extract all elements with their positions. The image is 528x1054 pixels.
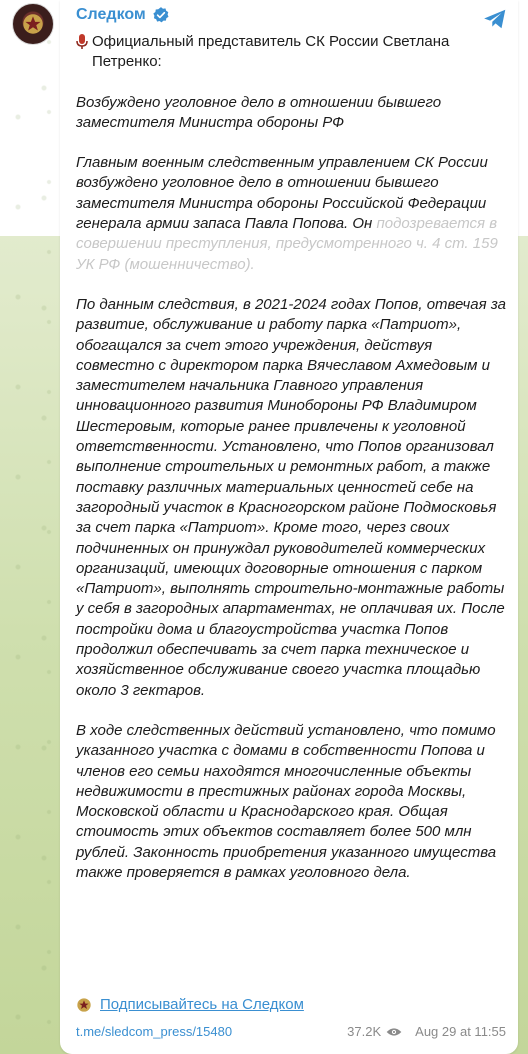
paragraph-2: По данным следствия, в 2021-2024 годах Попов, отвечая за развитие, обслуживание и работу парка «Патриот», обогащался за счет этого учреждения, действуя совместно с директором парка Вячеславом Ахмедовым и заместителем начальника Главного управления инновационного развития Минобороны РФ Владимиром Шестеровым, которые ранее привлечены к уголовной ответственности. Установлено, что Попов организовал выполнение строительных и ремонтных работ, а также поставку различных материальных ценностей себе на загородный участок в Красногорском районе Подмосковья за счет парка «Патриот». Кроме того, через своих подчиненных он принуждал руководителей коммерческих организаций, имеющих договорные отношения с парком «Патриот», выполнять строительно-монтажные работы у себя в загородных апартаментах, не оплачивая их. После постройки дома и благоустройства участка Попов продолжил обеспечивать за счет парка техническое и хозяйственное обслуживание своего участка площадью около 3 гектаров. xyxy=(76,295,506,699)
message-meta xyxy=(347,1024,506,1039)
view-count: 37.2K xyxy=(347,1024,382,1039)
channel-avatar[interactable] xyxy=(12,3,54,45)
paragraph-title: Возбуждено уголовное дело в отношении бывшего заместителя Министра обороны РФ xyxy=(76,93,442,131)
paragraph-1-visible: Главным военным следственным управлением СК России возбуждено уголовное дело в отношении бывшего заместителя Министра обороны Российской Федерации генерала армии запаса Павла Попова. Он xyxy=(76,154,488,233)
subscribe-link[interactable]: Подписывайтесь на Следком xyxy=(100,996,304,1013)
microphone-icon xyxy=(76,34,88,50)
sledcom-emblem-icon xyxy=(20,11,46,37)
paragraph-3: В ходе следственных действий установлено, что помимо указанного участка с домами в собственности Попова и членов его семьи находятся многочисленные объекты недвижимости в престижных районах города Москвы, Московской области и Краснодарского края. Общая стоимость этих объектов составляет более 500 млн рублей. Законность приобретения указанного имущества также проверяется в рамках уголовного дела. xyxy=(76,721,497,881)
sledcom-emblem-icon xyxy=(76,997,92,1013)
channel-name[interactable]: Следком xyxy=(76,6,146,23)
verified-check-icon xyxy=(152,6,170,24)
message-footer xyxy=(76,1024,506,1039)
lead-line xyxy=(76,32,506,73)
telegram-plane-icon[interactable] xyxy=(482,6,508,32)
post-link[interactable]: t.me/sledcom_press/15480 xyxy=(76,1024,233,1039)
message-text xyxy=(76,32,506,883)
message-date: Aug 29 at 11:55 xyxy=(415,1024,506,1039)
paragraph-1 xyxy=(76,153,506,275)
lead-text: Официальный представитель СК России Светлана Петренко: xyxy=(92,33,450,71)
message-card xyxy=(60,0,518,1054)
eye-icon xyxy=(386,1027,402,1037)
subscribe-row xyxy=(76,996,304,1013)
message-header xyxy=(76,6,170,24)
paragraph-1-faded: подозревается в совершении преступления, предусмотренного ч. 4 ст. 159 УК РФ (мошенничество). xyxy=(76,215,498,273)
